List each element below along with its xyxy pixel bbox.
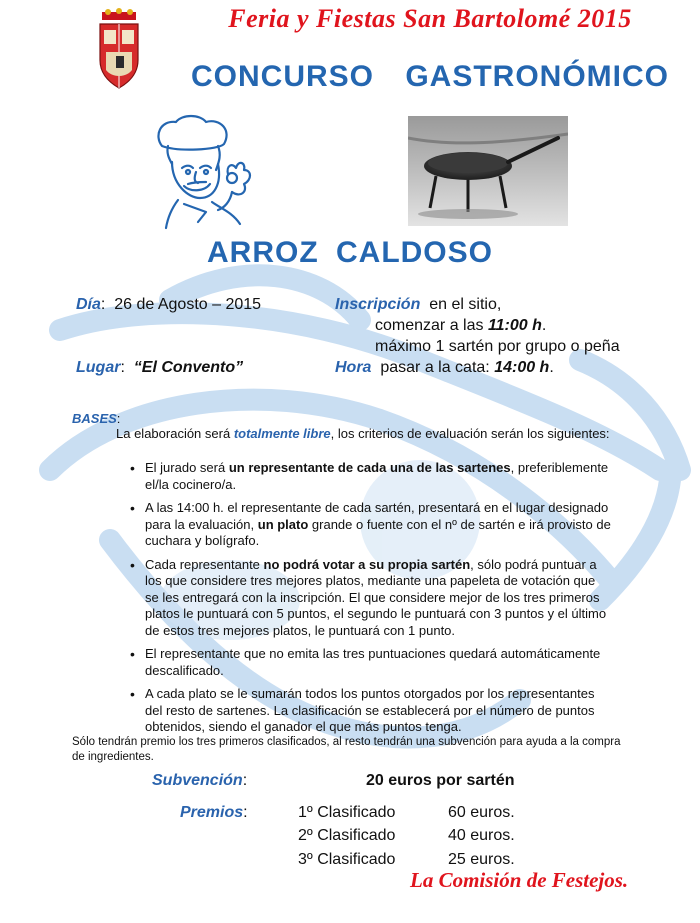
signature: La Comisión de Festejos. (410, 868, 629, 892)
day-row: Día: 26 de Agosto – 2015 (76, 296, 262, 313)
day-label: Día (76, 296, 101, 313)
list-item: • El jurado será un representante de cada una de las sartenes, preferiblemente el/la cocinero/a. (128, 460, 612, 493)
town-crest-icon (96, 8, 142, 90)
list-item: • A cada plato se le sumarán todos los puntos otorgados por los representantes del resto de sartenes. La clasificación se establecerá por el número de puntos obtenidos, siendo el ganador el que más puntos tenga. (128, 686, 612, 736)
prize-amount-2: 40 euros. (448, 827, 515, 844)
subsidy-label: Subvención (152, 772, 243, 789)
registration-row (335, 296, 501, 314)
dish-title: ARROZ CALDOSO (207, 236, 493, 269)
time-row: Hora pasar a la cata: 14:00 h. (335, 359, 554, 376)
time-label: Hora (335, 359, 372, 376)
prize-footnote: Sólo tendrán premio los tres primeros clasificados, al resto tendrán una subvención para ayuda a la compra de ingredientes. (72, 736, 621, 763)
registration-label: Inscripción (335, 296, 421, 313)
subsidy-value: 20 euros por sartén (366, 772, 515, 789)
registration-line3: máximo 1 sartén por grupo o peña (375, 338, 620, 355)
list-item: • El representante que no emita las tres puntuaciones quedará automáticamente descalificado. (128, 646, 612, 679)
prize-amount-1: 60 euros. (448, 804, 515, 821)
chef-illustration-icon (148, 112, 266, 230)
paella-pan-photo (408, 116, 568, 226)
prizes-label: Premios (180, 804, 244, 821)
prize-place-3: 3º Clasificado (298, 851, 396, 868)
bases-emphasis: totalmente libre (233, 426, 331, 441)
rules-list (128, 460, 612, 743)
list-item: • Cada representante no podrá votar a su propia sartén, sólo podrá puntuar a los que considere tres mejores platos, mediante una papeleta de votación que se les entregará con la inscripción. El que considere mejor de los tres primeros platos le puntuará con 5 puntos, el segundo le puntuará con 3 puntos y el último de estos tres mejores platos, le puntuará con 1 punto. (128, 557, 612, 640)
bases-label: BASES: (72, 411, 121, 426)
prize-place-2: 2º Clasificado (298, 827, 396, 844)
place-value: “El Convento” (133, 359, 244, 376)
day-value: 26 de Agosto – 2015 (114, 296, 262, 313)
place-label: Lugar (76, 359, 121, 376)
event-title: Feria y Fiestas San Bartolomé 2015 (228, 4, 632, 33)
prizes-row: Premios: (180, 804, 248, 821)
bases-intro: La elaboración será totalmente libre, los criterios de evaluación serán los siguientes: (116, 426, 610, 441)
tasting-time: 14:00 h (494, 359, 550, 376)
registration-line1: en el sitio, (429, 296, 502, 313)
registration-line2: comenzar a las 11:00 h. (375, 317, 547, 334)
registration-time: 11:00 h (487, 317, 542, 334)
list-item: • A las 14:00 h. el representante de cada sartén, presentará en el lugar designado para la evaluación, un plato grande o fuente con el nº de sartén e irá provisto de cuchara y bolígrafo. (128, 500, 612, 550)
place-row: Lugar: “El Convento” (76, 359, 244, 376)
prize-place-1: 1º Clasificado (298, 804, 396, 821)
subsidy-row: Subvención: (152, 772, 248, 789)
prize-amount-3: 25 euros. (448, 851, 515, 868)
contest-title: CONCURSO GASTRONÓMICO (191, 60, 669, 93)
